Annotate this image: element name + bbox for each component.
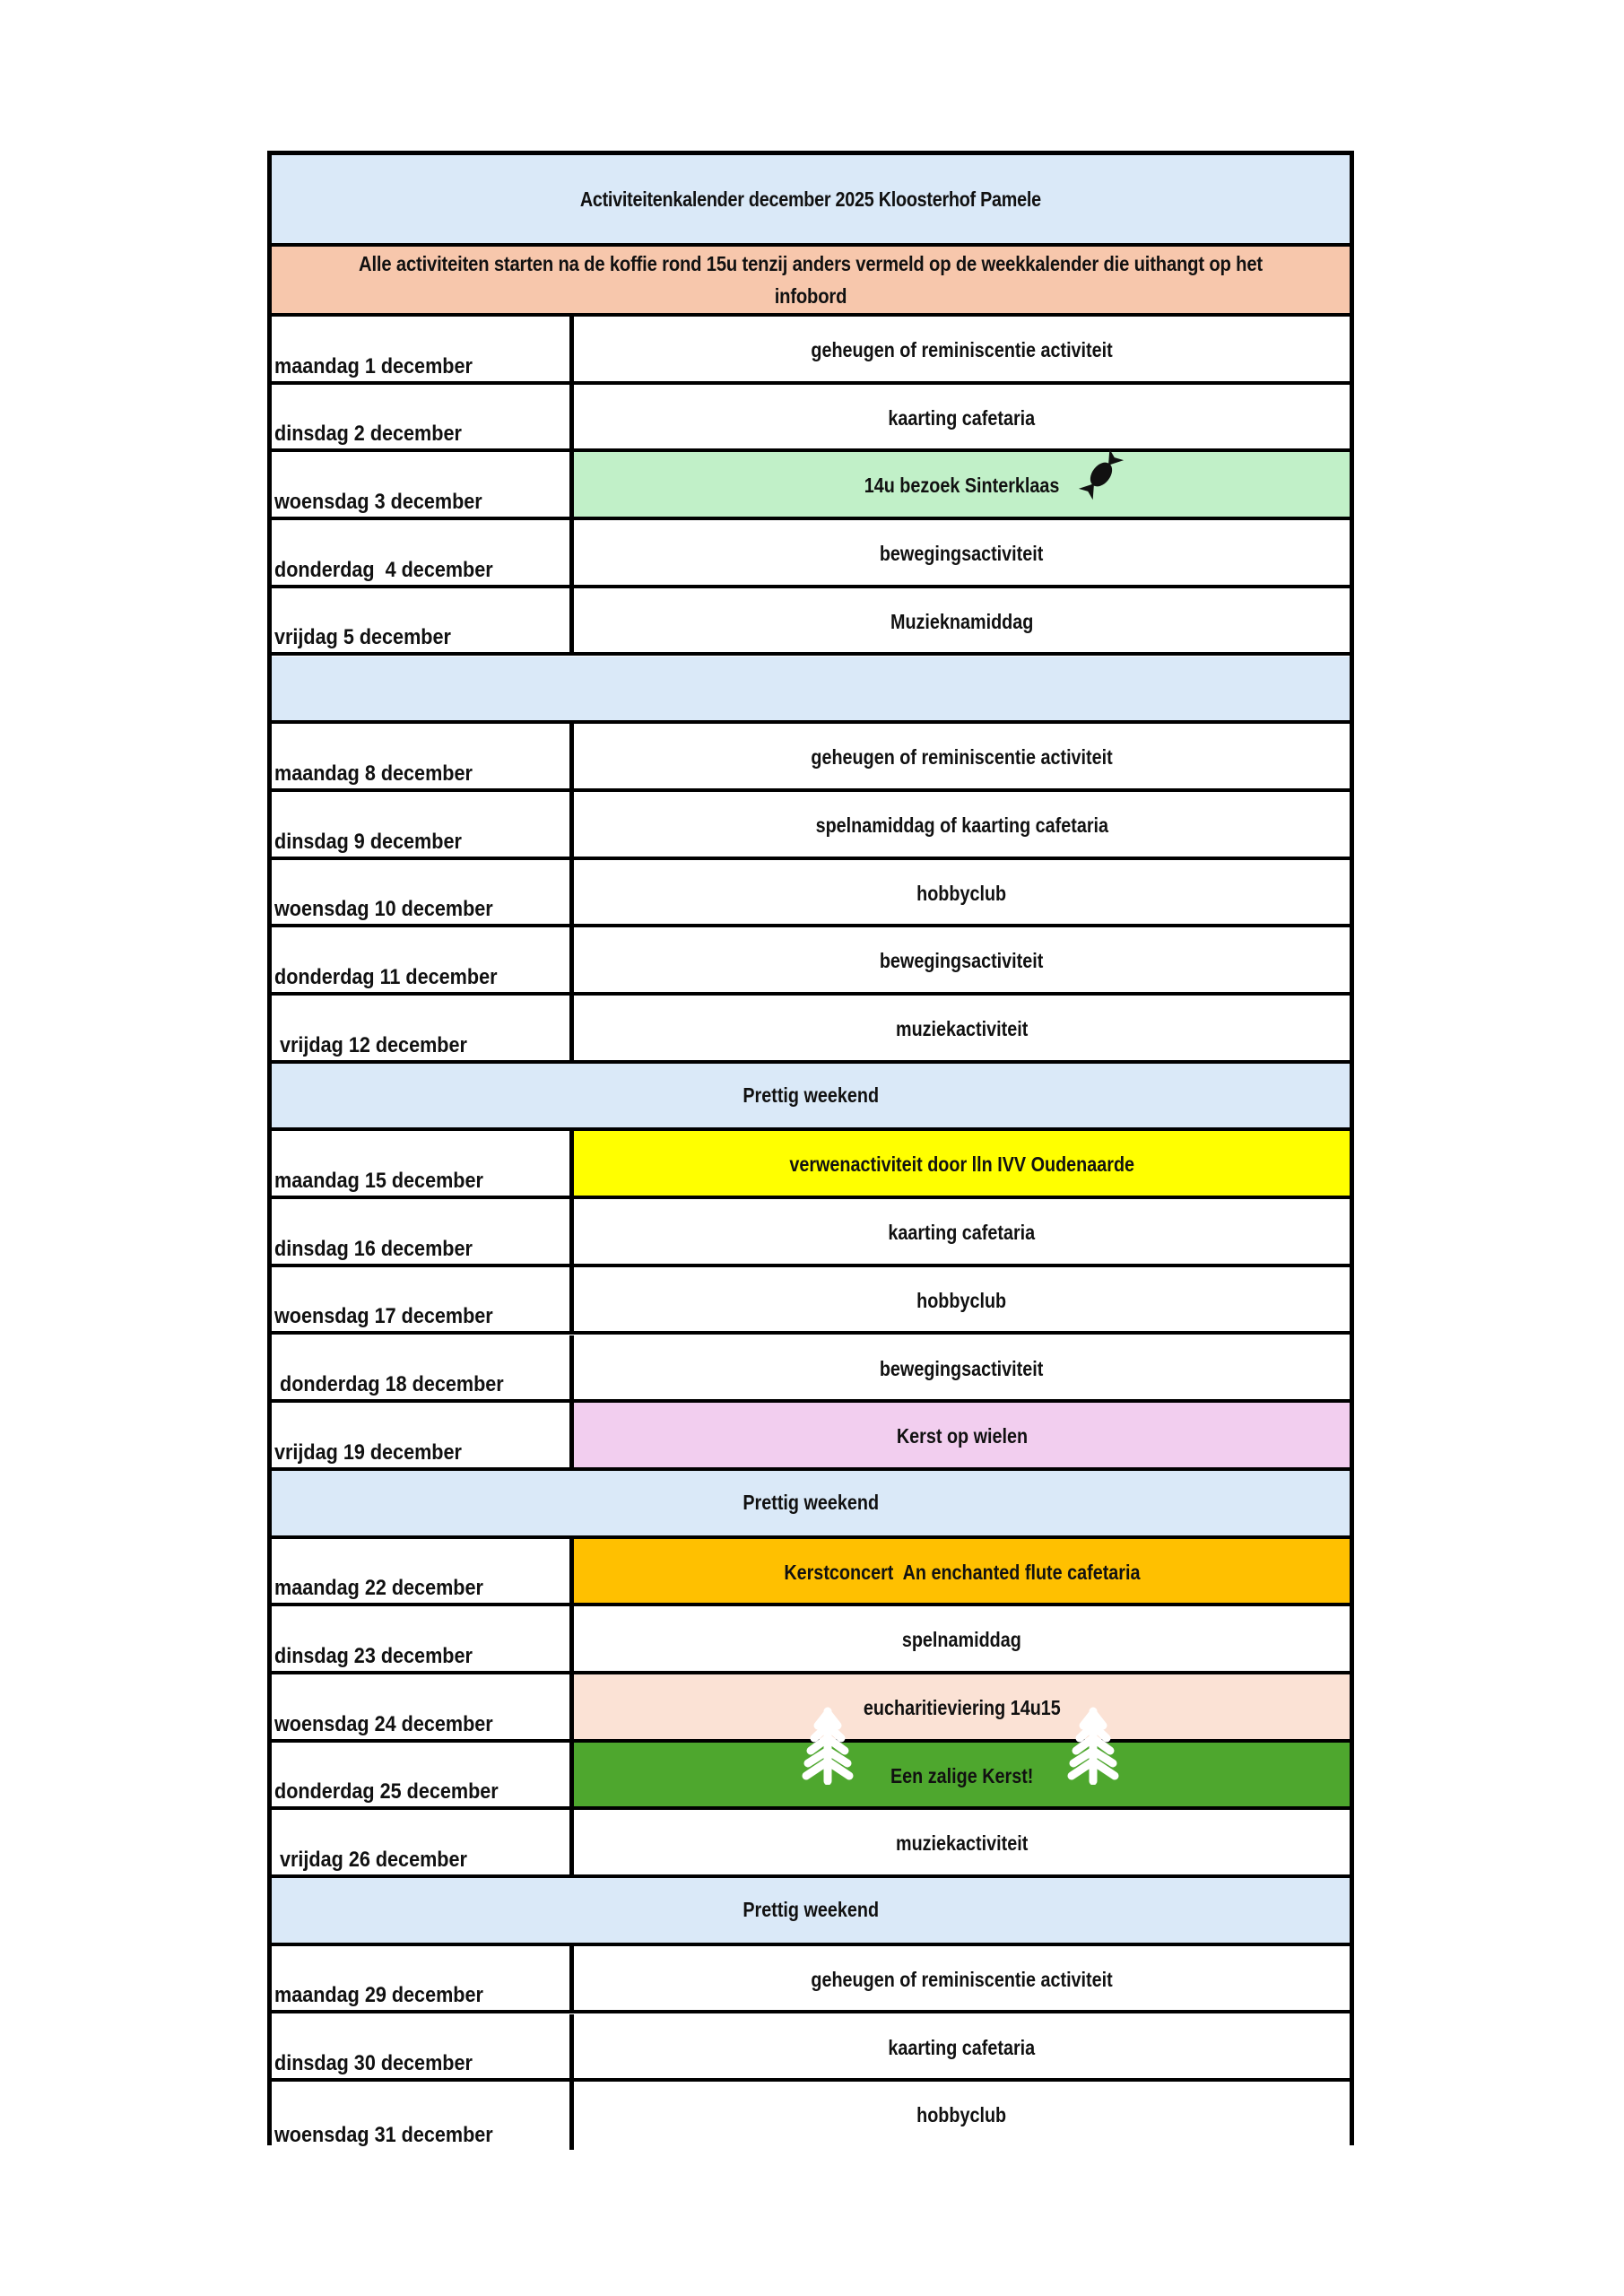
activity-cell <box>574 385 1350 449</box>
activity-text: geheugen of reminiscentie activiteit <box>811 745 1113 770</box>
weekend-label: Prettig weekend <box>743 1083 879 1108</box>
activity-text: hobbyclub <box>916 2103 1007 2127</box>
calendar-day-row <box>272 1674 1350 1743</box>
day-date-text: donderdag 11 december <box>274 964 498 989</box>
day-date-cell <box>272 1403 574 1467</box>
activity-text: 14u bezoek Sinterklaas <box>864 474 1060 498</box>
calendar-title: Activiteitenkalender december 2025 Kloosterhof Pamele <box>579 187 1042 211</box>
notice-row <box>272 247 1350 317</box>
activity-cell <box>574 520 1350 585</box>
day-date-cell <box>272 1199 574 1264</box>
calendar-day-row <box>272 792 1350 860</box>
day-date-text: dinsdag 16 december <box>274 1236 473 1261</box>
day-date-cell <box>272 996 574 1060</box>
activity-text: bewegingsactiviteit <box>880 542 1044 566</box>
calendar-day-row <box>272 724 1350 792</box>
activity-cell <box>574 724 1350 788</box>
calendar-day-row <box>272 1810 1350 1878</box>
day-date-cell <box>272 520 574 585</box>
calendar-day-row <box>272 1131 1350 1199</box>
calendar-day-row <box>272 520 1350 588</box>
activity-text: bewegingsactiviteit <box>880 949 1044 973</box>
activity-cell <box>574 1810 1350 1874</box>
day-date-text: donderdag 4 december <box>274 557 493 582</box>
activity-cell <box>574 1267 1350 1332</box>
activity-text: Muzieknamiddag <box>890 609 1034 633</box>
day-date-text: maandag 22 december <box>274 1576 483 1601</box>
day-date-cell <box>272 1606 574 1671</box>
weekend-label: Prettig weekend <box>743 1491 879 1515</box>
activity-cell <box>574 1539 1350 1604</box>
day-date-cell <box>272 1810 574 1874</box>
activity-text: Kerstconcert An enchanted flute cafetaria <box>783 1560 1141 1584</box>
calendar-day-row <box>272 2014 1350 2083</box>
activity-cell <box>574 1403 1350 1467</box>
activity-text: Een zalige Kerst! <box>890 1763 1034 1787</box>
activity-text: spelnamiddag of kaarting cafetaria <box>815 813 1108 837</box>
weekend-row <box>272 657 1350 725</box>
activity-cell <box>574 1743 1350 1807</box>
activity-text: geheugen of reminiscentie activiteit <box>811 338 1113 361</box>
activity-cell <box>574 2014 1350 2079</box>
day-date-text: woensdag 24 december <box>274 1711 493 1736</box>
calendar-day-row <box>272 927 1350 996</box>
activity-cell <box>574 1606 1350 1671</box>
calendar-day-row <box>272 317 1350 385</box>
day-date-text: woensdag 31 december <box>274 2122 493 2147</box>
calendar-day-row <box>272 1199 1350 1267</box>
day-date-cell <box>272 2082 574 2150</box>
calendar-day-row <box>272 996 1350 1064</box>
activity-cell <box>574 1199 1350 1264</box>
day-date-text: woensdag 17 december <box>274 1304 493 1329</box>
calendar-day-row <box>272 452 1350 520</box>
activity-text: Kerst op wielen <box>896 1424 1028 1448</box>
day-date-cell <box>272 1674 574 1739</box>
activity-text: kaarting cafetaria <box>888 405 1036 430</box>
day-date-cell <box>272 2014 574 2079</box>
day-date-text: vrijdag 26 december <box>274 1848 467 1873</box>
activity-cell <box>574 1131 1350 1196</box>
activity-cell <box>574 927 1350 992</box>
day-date-cell <box>272 588 574 653</box>
day-date-text: dinsdag 9 december <box>274 829 462 854</box>
activity-cell <box>574 588 1350 653</box>
activity-text: kaarting cafetaria <box>888 1221 1036 1245</box>
day-date-cell <box>272 317 574 381</box>
day-date-text: maandag 29 december <box>274 1983 483 2008</box>
day-date-cell <box>272 792 574 857</box>
day-date-text: donderdag 18 december <box>274 1372 504 1397</box>
activity-text: kaarting cafetaria <box>888 2035 1036 2059</box>
day-date-text: vrijdag 19 december <box>274 1439 462 1465</box>
calendar-title-row <box>272 155 1350 247</box>
activity-text: bewegingsactiviteit <box>880 1356 1044 1380</box>
calendar-day-row <box>272 1267 1350 1335</box>
activity-text: hobbyclub <box>916 881 1007 905</box>
day-date-text: dinsdag 30 december <box>274 2051 473 2076</box>
activity-calendar-table <box>267 151 1354 2145</box>
weekend-row <box>272 1471 1350 1539</box>
notice-text: Alle activiteiten starten na de koffie rond 15u tenzij anders vermeld op de weekkalender die uithangt op het infobord <box>359 252 1263 308</box>
day-date-cell <box>272 1946 574 2011</box>
activity-text: hobbyclub <box>916 1288 1007 1312</box>
calendar-day-row <box>272 1606 1350 1674</box>
calendar-day-row <box>272 1743 1350 1811</box>
day-date-text: maandag 8 december <box>274 761 473 786</box>
activity-text: verwenactiviteit door lln IVV Oudenaarde <box>789 1152 1134 1177</box>
day-date-cell <box>272 724 574 788</box>
calendar-day-row <box>272 588 1350 657</box>
activity-cell <box>574 996 1350 1060</box>
activity-cell <box>574 1946 1350 2011</box>
calendar-day-row <box>272 385 1350 453</box>
activity-cell <box>574 1674 1350 1739</box>
day-date-cell <box>272 927 574 992</box>
activity-cell <box>574 1335 1350 1400</box>
activity-text: muziekactiviteit <box>895 1831 1029 1856</box>
day-date-text: vrijdag 5 december <box>274 625 451 650</box>
day-date-text: vrijdag 12 december <box>274 1032 467 1057</box>
day-date-cell <box>272 452 574 517</box>
day-date-text: dinsdag 23 december <box>274 1643 473 1668</box>
day-date-cell <box>272 1539 574 1604</box>
day-date-text: woensdag 10 december <box>274 897 493 922</box>
activity-cell <box>574 452 1350 517</box>
day-date-cell <box>272 1267 574 1332</box>
day-date-text: dinsdag 2 december <box>274 422 462 447</box>
calendar-day-row <box>272 1539 1350 1607</box>
activity-cell <box>574 792 1350 857</box>
calendar-day-row <box>272 1403 1350 1471</box>
day-date-text: maandag 1 december <box>274 353 473 378</box>
day-date-cell <box>272 1131 574 1196</box>
activity-text: muziekactiviteit <box>895 1017 1029 1040</box>
day-date-cell <box>272 385 574 449</box>
weekend-row <box>272 1064 1350 1132</box>
activity-text: eucharitieviering 14u15 <box>863 1696 1061 1719</box>
day-date-cell <box>272 860 574 925</box>
calendar-day-row <box>272 1335 1350 1404</box>
day-date-text: maandag 15 december <box>274 1169 483 1194</box>
activity-cell <box>574 860 1350 925</box>
weekend-row <box>272 1878 1350 1946</box>
activity-text: spelnamiddag <box>901 1628 1022 1652</box>
calendar-day-row <box>272 2082 1350 2150</box>
activity-text: geheugen of reminiscentie activiteit <box>811 1967 1113 1991</box>
day-date-cell <box>272 1335 574 1400</box>
activity-cell <box>574 2082 1350 2150</box>
weekend-label: Prettig weekend <box>743 1898 879 1922</box>
calendar-day-row <box>272 1946 1350 2014</box>
activity-cell <box>574 317 1350 381</box>
day-date-cell <box>272 1743 574 1807</box>
day-date-text: donderdag 25 december <box>274 1779 499 1805</box>
day-date-text: woensdag 3 december <box>274 490 482 515</box>
calendar-day-row <box>272 860 1350 928</box>
